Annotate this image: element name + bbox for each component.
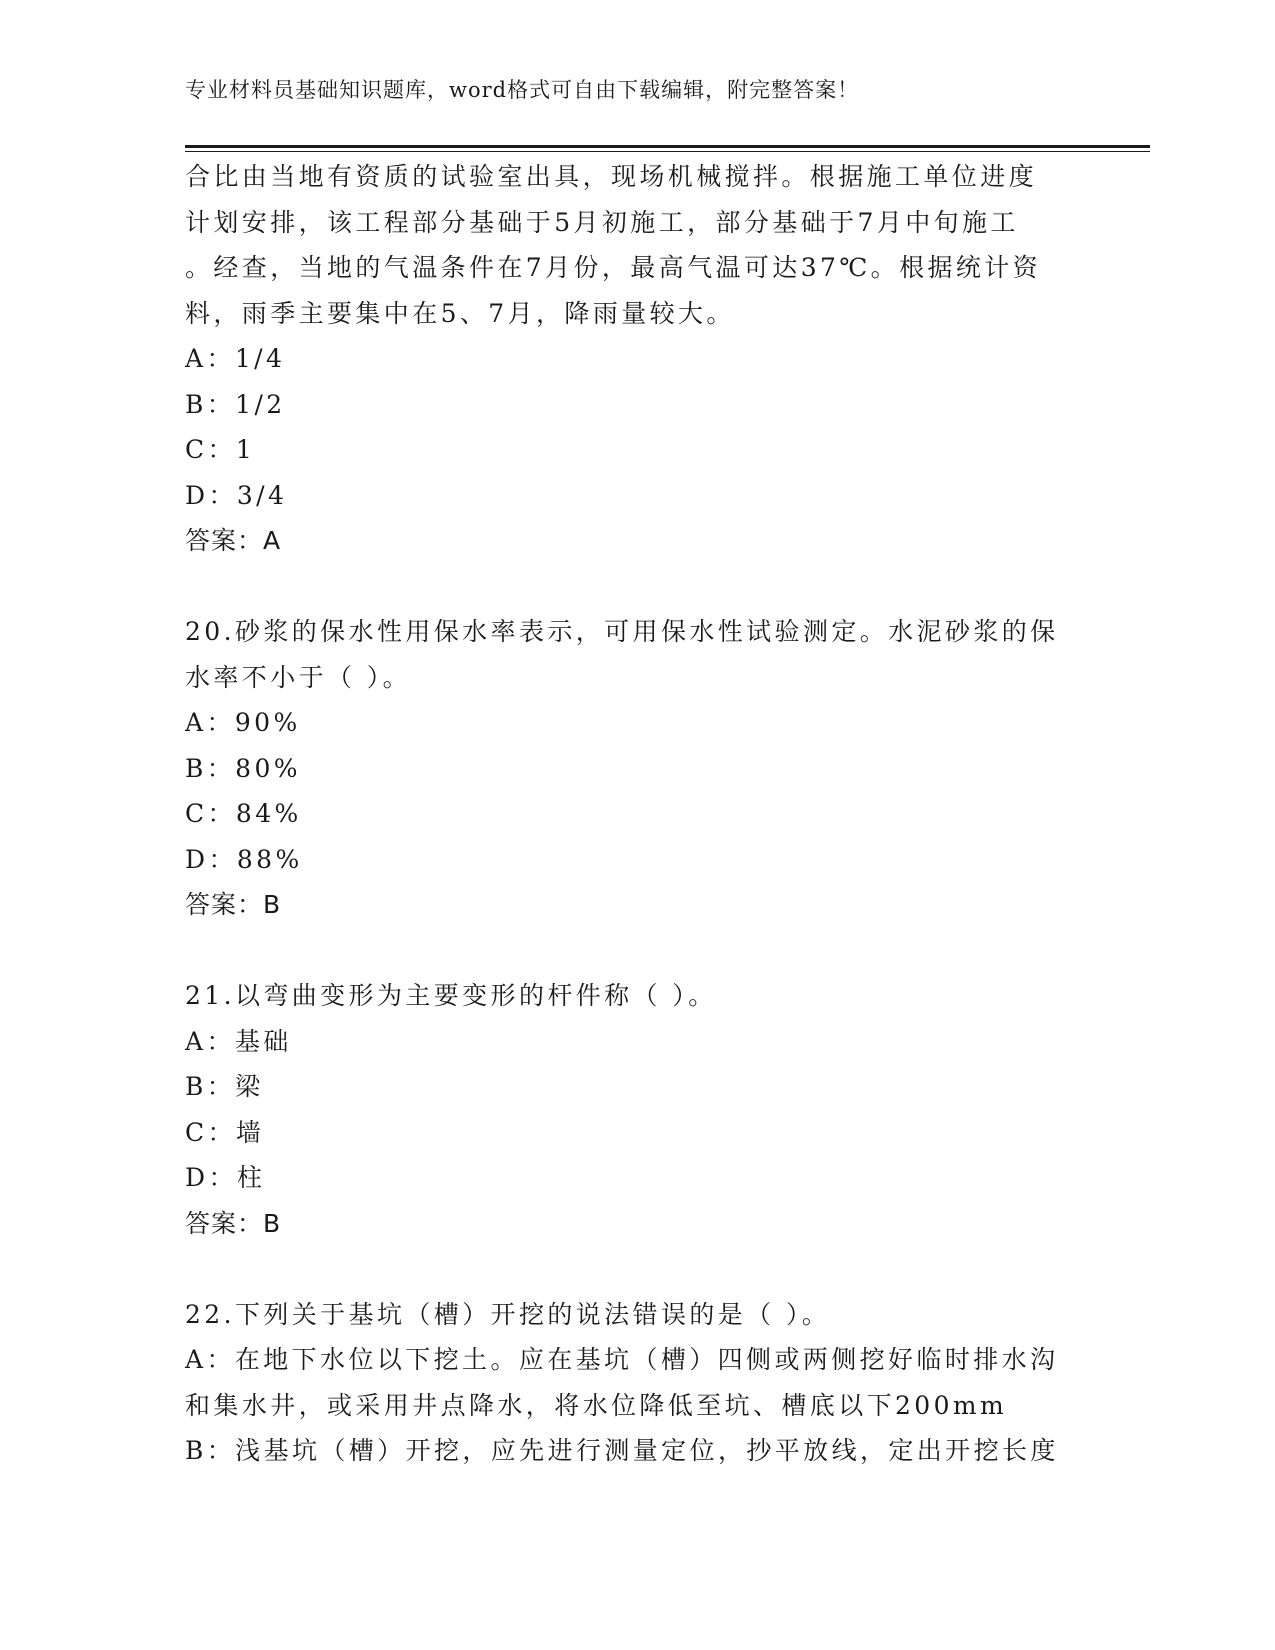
question-text-line: 。经查，当地的气温条件在7月份，最高气温可达37℃。根据统计资 (185, 253, 1042, 282)
question-text-line: 合比由当地有资质的试验室出具，现场机械搅拌。根据施工单位进度 (185, 162, 1038, 191)
option-b: B：梁 (185, 1072, 264, 1101)
question-text-line: 水率不小于（ ）。 (185, 662, 412, 692)
option-b: B：80% (185, 753, 301, 783)
option-b: B：1/2 (185, 389, 286, 419)
question-text-line: 21.以弯曲变形为主要变形的杆件称（ ）。 (185, 981, 717, 1010)
option-c: C：84% (185, 799, 302, 828)
option-a: A：在地下水位以下挖土。应在基坑（槽）四侧或两侧挖好临时排水沟 (185, 1345, 1059, 1374)
page-header: 专业材料员基础知识题库，word格式可自由下载编辑，附完整答案！ (185, 78, 860, 102)
question-text-line: 22.下列关于基坑（槽）开挖的说法错误的是（ ）。 (185, 1299, 831, 1329)
question-22 (185, 1292, 1065, 1474)
answer-label: 答案：B (185, 1208, 282, 1238)
option-c: C：墙 (185, 1117, 265, 1147)
option-d: D：3/4 (185, 480, 288, 510)
option-c: C：1 (185, 435, 256, 464)
spacer (185, 1246, 1065, 1292)
question-21 (185, 973, 1065, 1246)
header-rule-thin (185, 151, 1150, 152)
option-b: B：浅基坑（槽）开挖，应先进行测量定位，抄平放线，定出开挖长度 (185, 1436, 1059, 1465)
spacer (185, 928, 1065, 974)
option-a-continuation: 和集水井，或采用井点降水，将水位降低至坑、槽底以下200mm (185, 1390, 1008, 1420)
answer-label: 答案：B (185, 890, 282, 919)
spacer (185, 564, 1065, 610)
option-d: D：88% (185, 844, 303, 874)
option-d: D：柱 (185, 1163, 266, 1192)
option-a: A：90% (185, 708, 301, 737)
question-text-line: 计划安排，该工程部分基础于5月初施工，部分基础于7月中旬施工 (185, 207, 1019, 237)
header-rule-thick (185, 145, 1150, 148)
option-a: A：基础 (185, 1026, 292, 1056)
question-text-line: 20.砂浆的保水性用保水率表示，可用保水性试验测定。水泥砂浆的保 (185, 617, 1059, 646)
answer-label: 答案：A (185, 526, 282, 555)
question-20 (185, 609, 1065, 928)
document-body (185, 154, 1065, 1474)
question-19-continuation (185, 154, 1065, 564)
question-text-line: 料，雨季主要集中在5、7月，降雨量较大。 (185, 298, 735, 328)
option-a: A：1/4 (185, 344, 286, 373)
